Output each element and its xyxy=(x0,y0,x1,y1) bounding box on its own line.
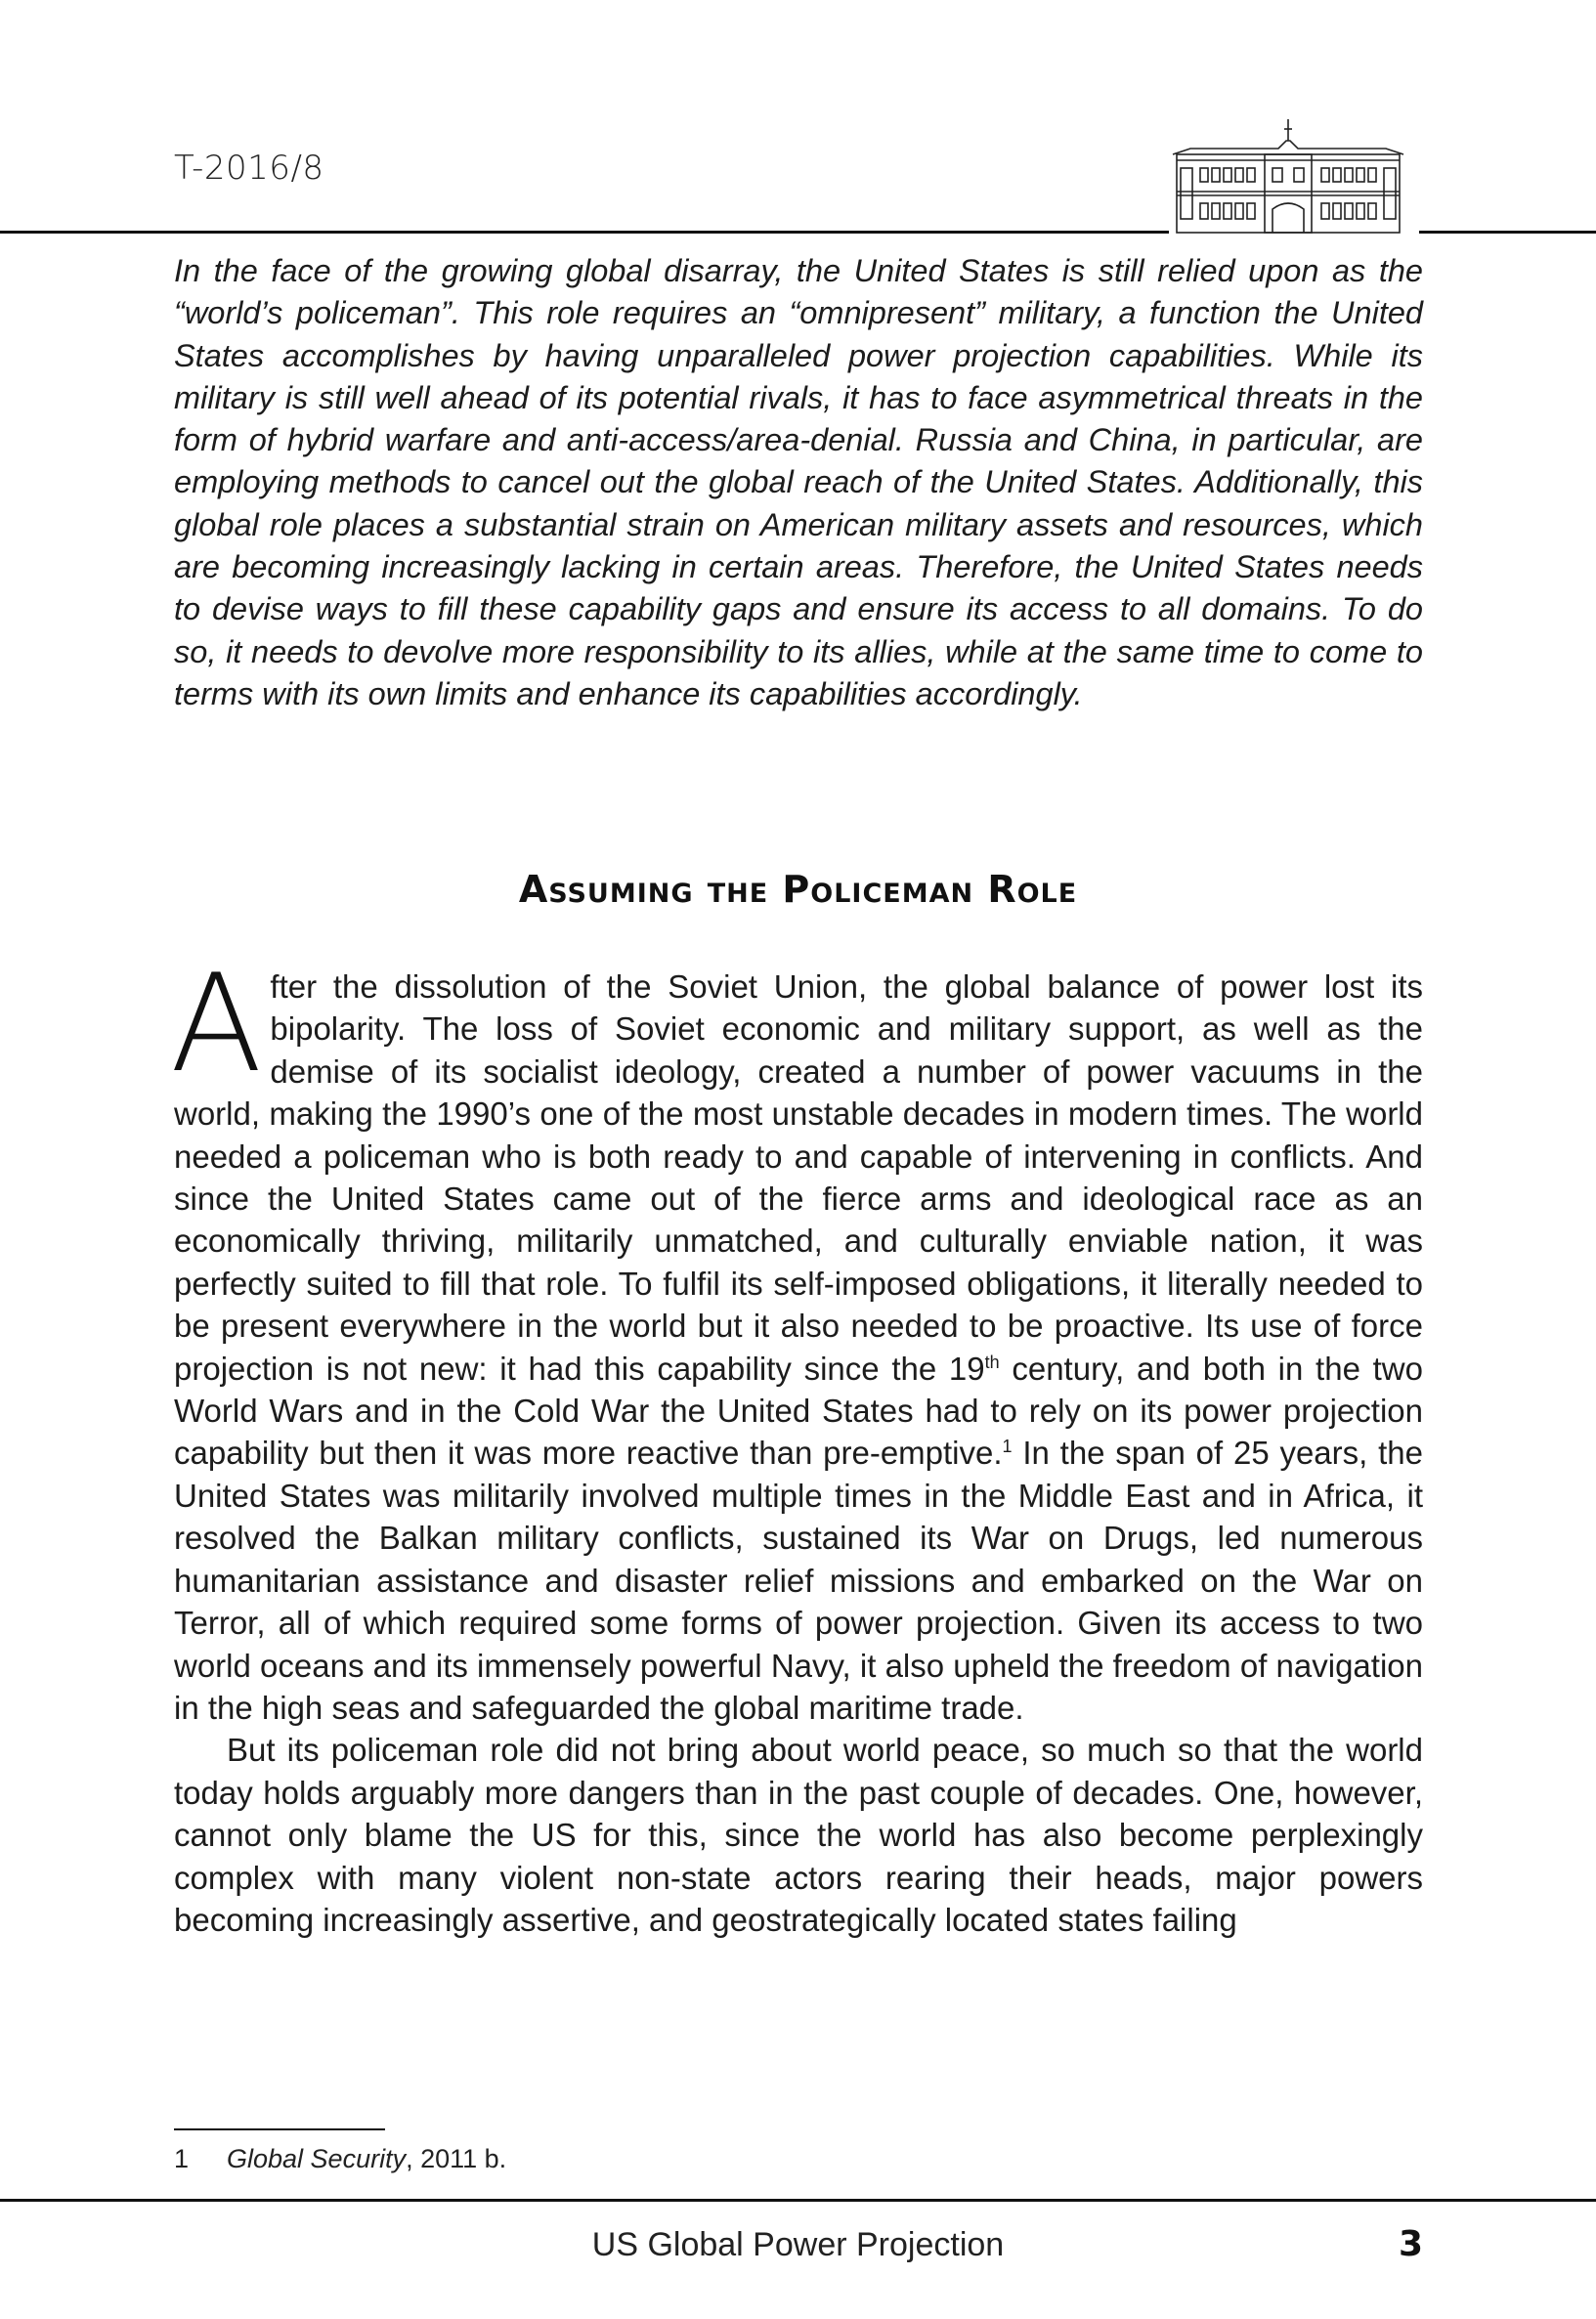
footer-title: US Global Power Projection xyxy=(591,2226,1005,2263)
building-logo-icon xyxy=(1171,115,1405,235)
body-paragraph-1-part-1: fter the dissolution of the Soviet Union, the global balance of power lost its bipolarity. The loss of Soviet economic and military support, as well as the demise of its socialist ideology, created a number of power vacuums in the world, making the 1990’s one of the most unstable decades in modern times. The world needed a policeman who is both ready to and capable of intervening in conflicts. And since the United States came out of the fierce arms and ideological race as an economically thriving, militarily unmatched, and culturally enviable nation, it was perfectly suited to fill that role. To fulfil its self-imposed obligations, it literally needed to be present everywhere in the world but it also needed to be proactive. Its use of force projection is not new: it had this capability since the 19 xyxy=(174,968,1423,1387)
body-paragraph-2: But its policeman role did not bring about world peace, so much so that the world today holds arguably more dangers than in the past couple of decades. One, however, cannot only blame the US for this, since the world has also become perplexingly complex with many violent non-state actors rearing their heads, major powers becoming increasingly assertive, and geostrategically located states failing xyxy=(174,1732,1423,1938)
header-divider-right xyxy=(1419,231,1596,234)
body-text xyxy=(170,945,1423,1941)
footer-divider xyxy=(0,2199,1596,2202)
header-divider-left xyxy=(0,231,1169,234)
body-paragraph-1-part-3: In the span of 25 years, the United States was militarily involved multiple times in the Middle East and in Africa, it resolved the Balkan military conflicts, sustained its War on Drugs, led numerous humanitarian assistance and disaster relief missions and embarked on the War on Terror, all of which required some forms of power projection. Given its access to two world oceans and its immensely powerful Navy, it also upheld the freedom of navigation in the high seas and safeguarded the global maritime trade. xyxy=(174,1435,1423,1726)
series-code: T-2016/8 xyxy=(174,149,324,188)
body-paragraph-1-part-2: century, and both in the two World Wars and in the Cold War the United States had to rely on its power projection capability but then it was more reactive than pre-emptive. xyxy=(174,1350,1423,1472)
abstract-paragraph: In the face of the growing global disarray, the United States is still relied upon as the “world’s policeman”. This role requires an “omnipresent” military, a function the United States accomplishes by having unparalleled power projection capabilities. While its military is still well ahead of its potential rivals, it has to face asymmetrical threats in the form of hybrid warfare and anti-access/area-denial. Russia and China, in particular, are employing methods to cancel out the global reach of the United States. Additionally, this global role places a substantial strain on American military assets and resources, which are becoming increasingly lacking in certain areas. Therefore, the United States needs to devise ways to fill these capability gaps and ensure its access to all domains. To do so, it needs to devolve more responsibility to its allies, while at the same time to come to terms with its own limits and enhance its capabilities accordingly. xyxy=(174,253,1423,711)
footnote xyxy=(174,2144,506,2174)
ordinal-superscript: th xyxy=(984,1352,1000,1372)
body-paragraph-1 xyxy=(170,945,1423,1729)
footnote-number: 1 xyxy=(174,2144,190,2173)
section-title: Assuming the Policeman Role xyxy=(518,868,1078,911)
footnote-reference[interactable]: 1 xyxy=(1002,1437,1013,1457)
footnote-source-title: Global Security xyxy=(227,2144,407,2173)
drop-cap: A xyxy=(170,945,263,1102)
abstract xyxy=(174,250,1423,715)
footnote-source-rest: , 2011 b. xyxy=(406,2144,507,2173)
footnote-divider xyxy=(174,2128,385,2130)
page-number: 3 xyxy=(1398,2224,1423,2264)
